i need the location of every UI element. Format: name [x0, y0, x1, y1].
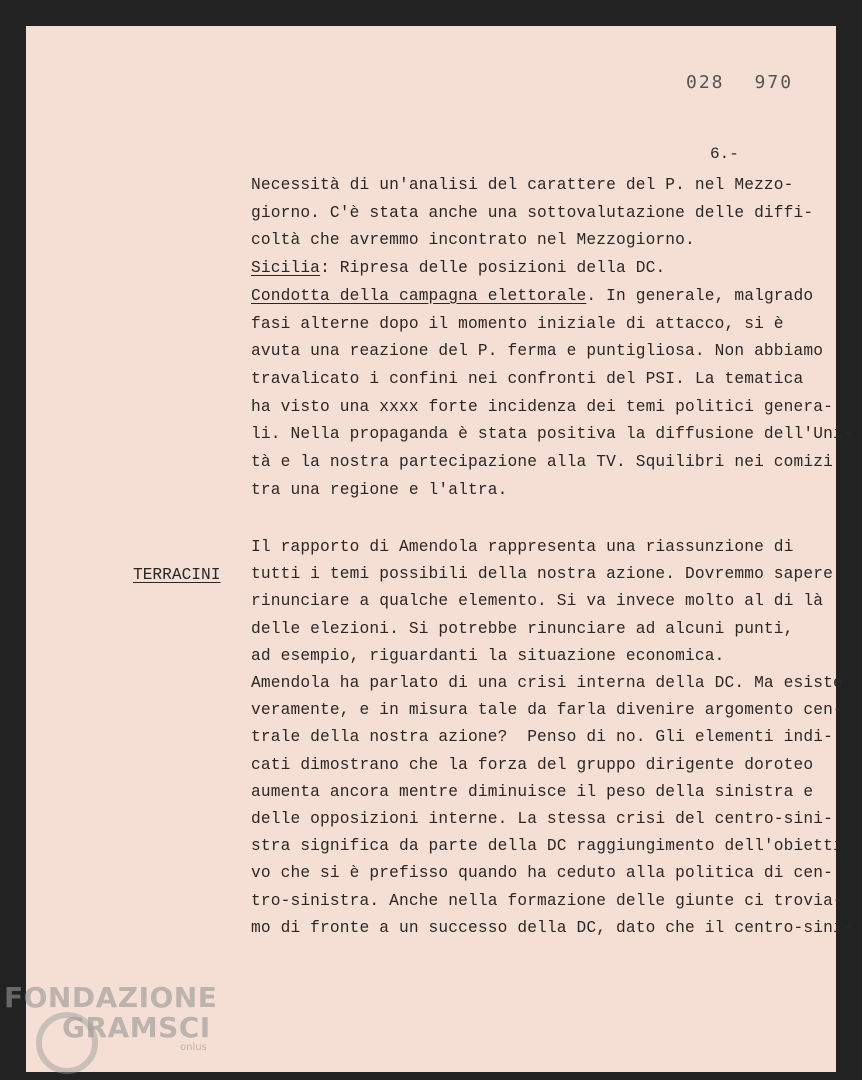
text-line: Necessità di un'analisi del carattere del P. nel Mezzo- — [251, 176, 794, 194]
text-line: stra significa da parte della DC raggiungimento dell'obietti — [251, 837, 843, 856]
text-line: li. Nella propaganda è stata positiva la diffusione dell'Uni- — [251, 425, 853, 444]
line-rest: : Ripresa delle posizioni della DC. — [320, 259, 666, 278]
text-line — [251, 283, 813, 310]
watermark-line-2: GRAMSCI — [62, 1011, 211, 1044]
text-line: tutti i temi possibili della nostra azione. Dovremmo sapere — [251, 565, 833, 584]
text-line: ad esempio, riguardanti la situazione economica. — [251, 646, 725, 665]
text-line: cati dimostrano che la forza del gruppo dirigente doroteo — [251, 755, 814, 774]
text-line: tà e la nostra partecipazione alla TV. Squilibri nei comizi — [251, 453, 833, 471]
archive-number-part-1: 028 — [686, 72, 725, 93]
text-line: Amendola ha parlato di una crisi interna della DC. Ma esiste — [251, 674, 843, 692]
text-line — [251, 255, 665, 282]
text-line: tro-sinistra. Anche nella formazione delle giunte ci trovia- — [251, 891, 843, 910]
text-line: coltà che avremmo incontrato nel Mezzogiorno. — [251, 231, 695, 250]
speaker-name: TERRACINI — [133, 566, 221, 584]
text-line: Il rapporto di Amendola rappresenta una riassunzione di — [251, 538, 794, 556]
text-line: trale della nostra azione? Penso di no. Gli elementi indi- — [251, 728, 833, 747]
text-line: aumenta ancora mentre diminuisce il peso della sinistra e — [251, 782, 814, 801]
text-line: giorno. C'è stata anche una sottovalutazione delle diffi- — [251, 203, 814, 222]
text-line: fasi alterne dopo il momento iniziale di attacco, si è — [251, 314, 784, 333]
text-line: tra una regione e l'altra. — [251, 480, 508, 499]
text-line: ha visto una xxxx forte incidenza dei temi politici genera- — [251, 397, 833, 416]
line-rest: . In generale, malgrado — [586, 286, 814, 305]
archive-number-part-2: 970 — [754, 72, 794, 93]
archive-number — [686, 72, 823, 93]
page-number: 6.- — [710, 145, 739, 163]
underlined-heading: Condotta della campagna elettorale — [251, 286, 587, 305]
underlined-heading: Sicilia — [251, 259, 321, 278]
text-line: avuta una reazione del P. ferma e puntigliosa. Non abbiamo — [251, 342, 824, 361]
watermark-line-3: onlus — [180, 1042, 207, 1053]
watermark-line-1: FONDAZIONE — [4, 981, 218, 1014]
text-line: delle elezioni. Si potrebbe rinunciare ad alcuni punti, — [251, 619, 794, 638]
text-line: vo che si è prefisso quando ha ceduto alla politica di cen- — [251, 864, 833, 883]
watermark — [4, 981, 218, 1053]
document-page — [26, 26, 853, 1072]
text-line: mo di fronte a un successo della DC, dato che il centro-sini- — [251, 918, 853, 937]
text-line: veramente, e in misura tale da farla divenire argomento cen- — [251, 701, 843, 720]
text-line: rinunciare a qualche elemento. Si va invece molto al di là — [251, 592, 824, 611]
text-line: travalicato i confini nei confronti del PSI. La tematica — [251, 369, 804, 388]
text-line: delle opposizioni interne. La stessa crisi del centro-sini- — [251, 810, 833, 828]
